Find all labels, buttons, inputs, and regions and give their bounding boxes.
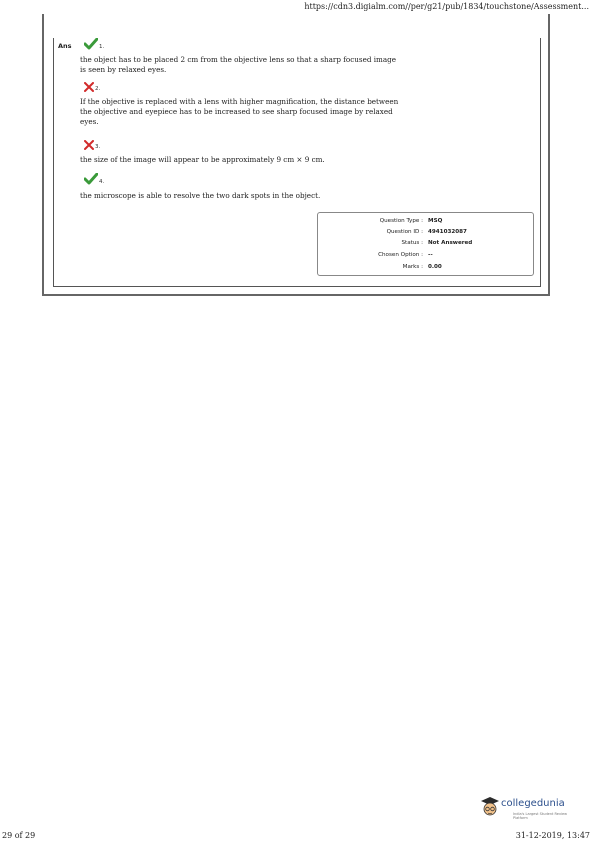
chosen-option-value: -- bbox=[428, 252, 433, 258]
answer-label: Ans bbox=[58, 42, 72, 50]
question-id-value: 4941032087 bbox=[428, 229, 467, 235]
logo-text: collegedunia bbox=[501, 798, 565, 809]
status-label: Status : bbox=[401, 240, 423, 246]
logo-tagline: India's Largest Student Review Platform bbox=[513, 812, 568, 820]
marks-row bbox=[318, 264, 533, 274]
print-timestamp: 31-12-2019, 13:47 bbox=[515, 831, 590, 840]
check-icon bbox=[84, 173, 98, 185]
question-id-label: Question ID : bbox=[386, 229, 423, 235]
option-1-text: the object has to be placed 2 cm from the objective lens so that a sharp focused image is seen by relaxed eyes. bbox=[80, 55, 396, 74]
collegedunia-logo bbox=[479, 795, 575, 823]
question-info-box bbox=[317, 212, 534, 276]
cross-icon bbox=[84, 82, 94, 92]
page-url: https://cdn3.digialm.com//per/g21/pub/1834/touchstone/Assessment... bbox=[304, 2, 589, 11]
check-icon bbox=[84, 38, 98, 50]
option-4-marker bbox=[84, 173, 104, 185]
page-number: 29 of 29 bbox=[2, 831, 36, 840]
question-type-label: Question Type : bbox=[379, 218, 423, 224]
option-number: 2. bbox=[95, 86, 101, 92]
option-number: 4. bbox=[99, 179, 105, 185]
option-3-marker bbox=[84, 140, 100, 150]
marks-value: 0.00 bbox=[428, 264, 442, 270]
cross-icon bbox=[84, 140, 94, 150]
chosen-option-row bbox=[318, 252, 533, 262]
option-3-text: the size of the image will appear to be approximately 9 cm × 9 cm. bbox=[80, 155, 325, 164]
option-number: 1. bbox=[99, 44, 105, 50]
question-type-value: MSQ bbox=[428, 218, 443, 224]
status-value: Not Answered bbox=[428, 240, 473, 246]
status-row bbox=[318, 240, 533, 250]
question-type-row bbox=[318, 218, 533, 228]
option-1-marker bbox=[84, 38, 104, 50]
option-2-marker bbox=[84, 82, 100, 92]
chosen-option-label: Chosen Option : bbox=[378, 252, 423, 258]
option-2-text: If the objective is replaced with a lens with higher magnification, the distance between the objective and eyepiece has to be increased to see sharp focused image by relaxed eyes. bbox=[80, 97, 399, 126]
option-number: 3. bbox=[95, 144, 101, 150]
question-id-row bbox=[318, 229, 533, 239]
graduate-icon bbox=[479, 795, 501, 819]
marks-label: Marks : bbox=[402, 264, 423, 270]
option-4-text: the microscope is able to resolve the two dark spots in the object. bbox=[80, 191, 321, 200]
